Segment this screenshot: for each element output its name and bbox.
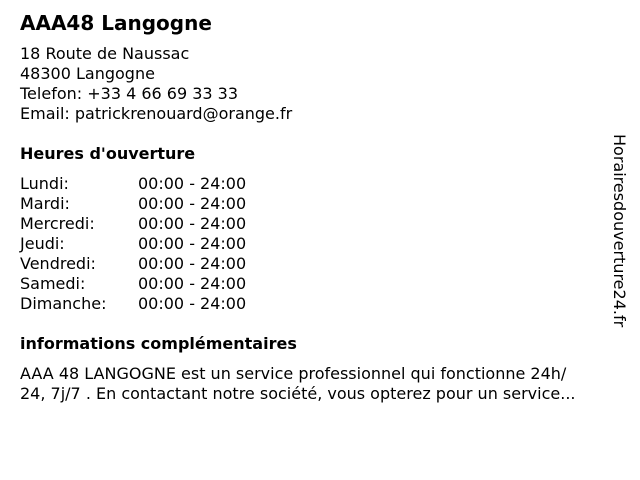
hours-day: Lundi:: [20, 174, 69, 193]
hours-row-jeudi: [20, 234, 246, 254]
hours-day: Mercredi:: [20, 214, 95, 233]
hours-time: 00:00 - 24:00: [138, 214, 247, 233]
address-street: 18 Route de Naussac: [20, 44, 190, 63]
hours-row-dimanche: [20, 294, 246, 314]
hours-row-lundi: [20, 174, 246, 194]
address-city: 48300 Langogne: [20, 64, 155, 83]
hours-row-mercredi: [20, 214, 246, 234]
hours-day: Samedi:: [20, 274, 86, 293]
hours-time: 00:00 - 24:00: [138, 194, 247, 213]
business-name: AAA48 Langogne: [20, 11, 212, 35]
hours-row-samedi: [20, 274, 246, 294]
hours-day: Vendredi:: [20, 254, 96, 273]
phone-number: Telefon: +33 4 66 69 33 33: [20, 84, 239, 103]
email-address: Email: patrickrenouard@orange.fr: [20, 104, 293, 123]
hours-time: 00:00 - 24:00: [138, 174, 247, 193]
address-block: [20, 44, 292, 124]
info-text-line: AAA 48 LANGOGNE est un service professionnel qui fonctionne 24h/: [20, 364, 567, 383]
additional-info-heading: informations complémentaires: [20, 334, 297, 353]
site-watermark: Horairesdouverture24.fr: [610, 134, 629, 328]
hours-day: Dimanche:: [20, 294, 107, 313]
hours-time: 00:00 - 24:00: [138, 254, 247, 273]
hours-day: Jeudi:: [20, 234, 65, 253]
hours-row-mardi: [20, 194, 246, 214]
additional-info-text: [20, 364, 620, 404]
opening-hours-table: [20, 174, 246, 314]
opening-hours-heading: Heures d'ouverture: [20, 144, 196, 163]
hours-row-vendredi: [20, 254, 246, 274]
hours-time: 00:00 - 24:00: [138, 294, 247, 313]
hours-time: 00:00 - 24:00: [138, 234, 247, 253]
info-text-line: 24, 7j/7 . En contactant notre société, vous opterez pour un service...: [20, 384, 576, 403]
hours-time: 00:00 - 24:00: [138, 274, 247, 293]
hours-day: Mardi:: [20, 194, 70, 213]
